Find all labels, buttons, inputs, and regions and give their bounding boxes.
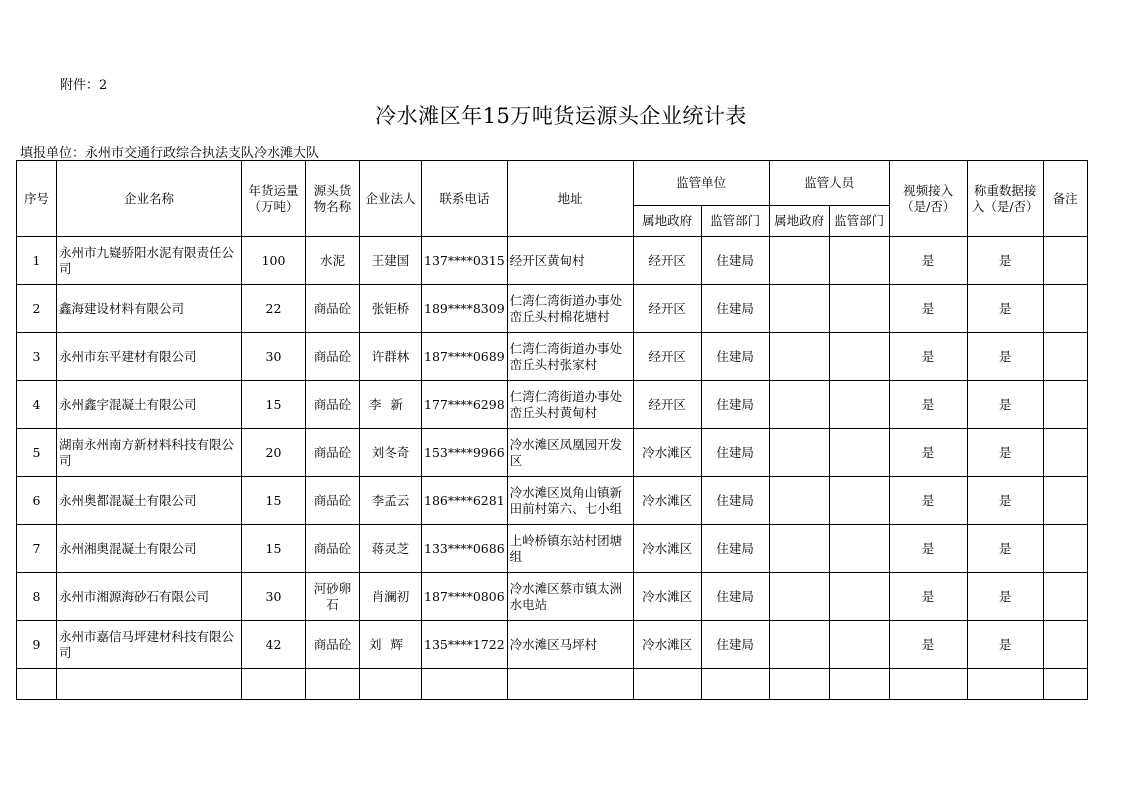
cell-annual-volume: 20 [242,429,306,477]
cell-address: 冷水滩区岚角山镇新田前村第六、七小组 [507,477,633,525]
reporting-unit: 填报单位：永州市交通行政综合执法支队冷水滩大队 [20,146,320,161]
cell-phone: 137****0315 [422,237,508,285]
cell-person-dept [829,477,889,525]
header-local-gov-person: 属地政府 [769,206,829,237]
cell-person-dept [829,525,889,573]
empty-cell [422,669,508,700]
cell-annual-volume: 42 [242,621,306,669]
cell-address: 冷水滩区凤凰园开发区 [507,429,633,477]
cell-person-dept [829,429,889,477]
header-company-name: 企业名称 [57,161,242,237]
cell-no: 2 [17,285,57,333]
cell-company-name: 永州市东平建材有限公司 [57,333,242,381]
cell-address: 上岭桥镇东站村团塘组 [507,525,633,573]
empty-cell [829,669,889,700]
empty-cell [967,669,1043,700]
table-row [17,285,1088,333]
cell-annual-volume: 22 [242,285,306,333]
cell-no: 6 [17,477,57,525]
cell-phone: 189****8309 [422,285,508,333]
cell-video-access: 是 [889,381,967,429]
cell-goods: 商品砼 [306,429,360,477]
cell-remark [1043,285,1087,333]
cell-address: 仁湾仁湾街道办事处峦丘头村黄甸村 [507,381,633,429]
cell-person-gov [769,429,829,477]
cell-company-name: 永州市嘉信马坪建材科技有限公司 [57,621,242,669]
cell-supervise-dept: 住建局 [701,525,769,573]
cell-company-name: 湖南永州南方新材料科技有限公司 [57,429,242,477]
cell-local-gov: 经开区 [633,333,701,381]
header-no: 序号 [17,161,57,237]
header-row-1 [17,161,1088,206]
cell-phone: 135****1722 [422,621,508,669]
empty-cell [306,669,360,700]
cell-legal-person: 李孟云 [360,477,422,525]
cell-no: 8 [17,573,57,621]
cell-remark [1043,429,1087,477]
cell-weigh-access: 是 [967,573,1043,621]
cell-goods: 河砂卵石 [306,573,360,621]
cell-video-access: 是 [889,237,967,285]
cell-person-dept [829,285,889,333]
cell-local-gov: 经开区 [633,237,701,285]
cell-video-access: 是 [889,333,967,381]
cell-address: 经开区黄甸村 [507,237,633,285]
table-row [17,381,1088,429]
table-row [17,525,1088,573]
cell-person-gov [769,237,829,285]
empty-cell [57,669,242,700]
header-supervise-unit: 监管单位 [633,161,769,206]
cell-annual-volume: 30 [242,333,306,381]
empty-cell [1043,669,1087,700]
cell-phone: 177****6298 [422,381,508,429]
cell-local-gov: 冷水滩区 [633,429,701,477]
empty-cell [701,669,769,700]
cell-weigh-access: 是 [967,477,1043,525]
table-row [17,237,1088,285]
cell-supervise-dept: 住建局 [701,621,769,669]
cell-company-name: 鑫海建设材料有限公司 [57,285,242,333]
cell-legal-person: 许群林 [360,333,422,381]
cell-weigh-access: 是 [967,621,1043,669]
cell-weigh-access: 是 [967,429,1043,477]
cell-supervise-dept: 住建局 [701,381,769,429]
cell-weigh-access: 是 [967,237,1043,285]
header-annual-volume: 年货运量（万吨） [242,161,306,237]
header-supervise-dept: 监管部门 [701,206,769,237]
cell-person-gov [769,333,829,381]
cell-person-gov [769,477,829,525]
header-supervise-dept-person: 监管部门 [829,206,889,237]
empty-cell [633,669,701,700]
cell-person-dept [829,573,889,621]
cell-phone: 187****0806 [422,573,508,621]
cell-address: 仁湾仁湾街道办事处峦丘头村张家村 [507,333,633,381]
header-goods: 源头货物名称 [306,161,360,237]
cell-no: 3 [17,333,57,381]
cell-person-dept [829,621,889,669]
empty-cell [360,669,422,700]
cell-person-dept [829,381,889,429]
empty-cell [889,669,967,700]
cell-legal-person: 肖澜初 [360,573,422,621]
header-address: 地址 [507,161,633,237]
cell-weigh-access: 是 [967,333,1043,381]
cell-video-access: 是 [889,525,967,573]
cell-annual-volume: 15 [242,525,306,573]
cell-goods: 商品砼 [306,381,360,429]
empty-cell [769,669,829,700]
table-row [17,333,1088,381]
cell-weigh-access: 是 [967,525,1043,573]
cell-video-access: 是 [889,477,967,525]
cell-address: 仁湾仁湾街道办事处峦丘头村棉花塘村 [507,285,633,333]
cell-goods: 商品砼 [306,621,360,669]
cell-company-name: 永州湘奥混凝土有限公司 [57,525,242,573]
header-supervise-person: 监管人员 [769,161,889,206]
cell-remark [1043,573,1087,621]
cell-remark [1043,381,1087,429]
cell-supervise-dept: 住建局 [701,573,769,621]
header-legal-person: 企业法人 [360,161,422,237]
header-phone: 联系电话 [422,161,508,237]
cell-annual-volume: 15 [242,381,306,429]
cell-local-gov: 冷水滩区 [633,525,701,573]
cell-local-gov: 经开区 [633,381,701,429]
cell-supervise-dept: 住建局 [701,333,769,381]
cell-supervise-dept: 住建局 [701,237,769,285]
cell-address: 冷水滩区蔡市镇太洲水电站 [507,573,633,621]
cell-no: 4 [17,381,57,429]
cell-goods: 商品砼 [306,477,360,525]
cell-no: 9 [17,621,57,669]
cell-company-name: 永州鑫宇混凝土有限公司 [57,381,242,429]
cell-phone: 186****6281 [422,477,508,525]
cell-legal-person: 王建国 [360,237,422,285]
cell-remark [1043,477,1087,525]
cell-supervise-dept: 住建局 [701,477,769,525]
table-row [17,477,1088,525]
cell-remark [1043,621,1087,669]
empty-cell [17,669,57,700]
cell-no: 7 [17,525,57,573]
cell-person-gov [769,525,829,573]
cell-goods: 商品砼 [306,285,360,333]
cell-video-access: 是 [889,573,967,621]
cell-local-gov: 冷水滩区 [633,621,701,669]
cell-no: 5 [17,429,57,477]
cell-video-access: 是 [889,429,967,477]
cell-person-gov [769,621,829,669]
cell-goods: 水泥 [306,237,360,285]
cell-local-gov: 冷水滩区 [633,477,701,525]
table-row [17,429,1088,477]
cell-no: 1 [17,237,57,285]
cell-annual-volume: 15 [242,477,306,525]
cell-local-gov: 冷水滩区 [633,573,701,621]
attachment-label: 附件：2 [60,78,108,93]
cell-legal-person: 刘辉 [360,621,422,669]
statistics-table [16,160,1088,700]
empty-cell [507,669,633,700]
cell-weigh-access: 是 [967,381,1043,429]
cell-goods: 商品砼 [306,525,360,573]
cell-annual-volume: 100 [242,237,306,285]
cell-person-gov [769,381,829,429]
cell-remark [1043,525,1087,573]
empty-row [17,669,1088,700]
cell-video-access: 是 [889,285,967,333]
cell-phone: 133****0686 [422,525,508,573]
document-title: 冷水滩区年15万吨货运源头企业统计表 [375,104,747,128]
cell-person-gov [769,285,829,333]
cell-legal-person: 刘冬奇 [360,429,422,477]
cell-annual-volume: 30 [242,573,306,621]
table-row [17,621,1088,669]
cell-person-dept [829,333,889,381]
cell-legal-person: 蒋灵芝 [360,525,422,573]
cell-person-dept [829,237,889,285]
cell-legal-person: 张钜桥 [360,285,422,333]
cell-company-name: 永州奥都混凝土有限公司 [57,477,242,525]
table-row [17,573,1088,621]
cell-remark [1043,333,1087,381]
empty-cell [242,669,306,700]
header-video-access: 视频接入（是/否） [889,161,967,237]
cell-video-access: 是 [889,621,967,669]
header-remark: 备注 [1043,161,1087,237]
header-local-gov: 属地政府 [633,206,701,237]
cell-weigh-access: 是 [967,285,1043,333]
cell-goods: 商品砼 [306,333,360,381]
cell-local-gov: 经开区 [633,285,701,333]
header-weigh-access: 称重数据接入（是/否） [967,161,1043,237]
cell-company-name: 永州市九嶷骄阳水泥有限责任公司 [57,237,242,285]
cell-legal-person: 李新 [360,381,422,429]
cell-phone: 153****9966 [422,429,508,477]
cell-phone: 187****0689 [422,333,508,381]
cell-supervise-dept: 住建局 [701,429,769,477]
cell-supervise-dept: 住建局 [701,285,769,333]
cell-remark [1043,237,1087,285]
cell-company-name: 永州市湘源海砂石有限公司 [57,573,242,621]
cell-address: 冷水滩区马坪村 [507,621,633,669]
cell-person-gov [769,573,829,621]
